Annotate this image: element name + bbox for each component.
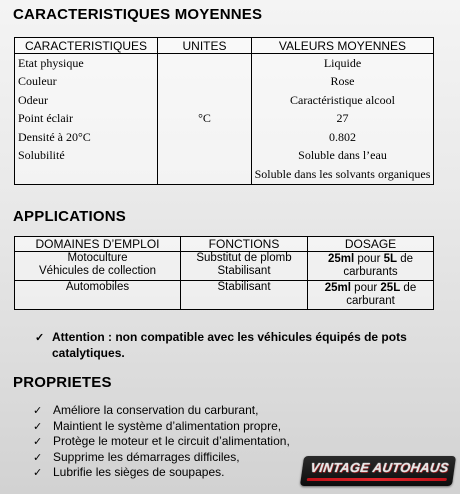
cell-value: Caractéristique alcool bbox=[252, 91, 434, 110]
logo-stripe bbox=[307, 478, 447, 481]
list-item bbox=[33, 450, 290, 466]
domain-line: Motoculture bbox=[67, 252, 128, 264]
property-text: Maintient le système d’alimentation propre, bbox=[53, 418, 282, 433]
cell-name: Densité à 20°C bbox=[15, 128, 158, 147]
applications-heading: APPLICATIONS bbox=[13, 208, 126, 225]
cell-value: 27 bbox=[252, 110, 434, 129]
dose-fuel: carburants bbox=[343, 266, 398, 278]
cell-function bbox=[181, 281, 308, 310]
list-item bbox=[33, 419, 290, 435]
check-icon: ✓ bbox=[33, 436, 43, 448]
dosage-text bbox=[308, 281, 433, 309]
dose-amount: 25ml bbox=[327, 253, 355, 265]
cell-unit: °C bbox=[158, 110, 252, 129]
col-header-dosage: DOSAGE bbox=[308, 237, 434, 252]
table-row bbox=[15, 128, 434, 147]
dose-amount: 25ml bbox=[324, 282, 351, 294]
list-item bbox=[33, 403, 290, 419]
cell-dosage bbox=[308, 252, 434, 281]
col-header-function: FONCTIONS bbox=[181, 237, 308, 252]
properties-list bbox=[33, 403, 290, 481]
attention-line: Attention : non compatible avec les véhicules équipés de pots bbox=[52, 330, 407, 344]
cell-unit bbox=[158, 165, 252, 184]
characteristics-heading: CARACTERISTIQUES MOYENNES bbox=[13, 6, 263, 23]
domain-line: Véhicules de collection bbox=[39, 265, 156, 277]
cell-unit bbox=[158, 91, 252, 110]
cell-dosage bbox=[308, 281, 434, 310]
list-item bbox=[33, 465, 290, 481]
col-header-domain: DOMAINES D’EMPLOI bbox=[15, 237, 181, 252]
check-icon: ✓ bbox=[33, 405, 43, 417]
check-icon: ✓ bbox=[35, 332, 45, 344]
cell-domain bbox=[15, 281, 181, 310]
property-text: Protège le moteur et le circuit d’alimentation, bbox=[53, 434, 290, 448]
cell-name: Odeur bbox=[15, 91, 158, 110]
table-row bbox=[15, 252, 434, 281]
table-row bbox=[15, 73, 434, 92]
property-text: Améliore la conservation du carburant, bbox=[53, 403, 259, 417]
dosage-text bbox=[308, 252, 433, 280]
col-header-value: VALEURS MOYENNES bbox=[252, 38, 434, 54]
table-row bbox=[15, 54, 434, 73]
proprietes-heading: PROPRIETES bbox=[13, 374, 112, 391]
table-row bbox=[15, 91, 434, 110]
applications-table bbox=[14, 236, 434, 310]
domain-line: Automobiles bbox=[65, 281, 130, 293]
cell-domain bbox=[15, 252, 181, 281]
logo-text: VINTAGE AUTOHAUS bbox=[309, 460, 450, 475]
function-line: Substitut de plomb bbox=[196, 252, 292, 264]
cell-name: Etat physique bbox=[15, 54, 158, 73]
attention-line: catalytiques. bbox=[52, 346, 125, 360]
dose-volume: 25L bbox=[380, 282, 401, 294]
cell-unit bbox=[158, 147, 252, 166]
property-text: Supprime les démarrages difficiles, bbox=[53, 449, 240, 464]
dose-suffix: de bbox=[397, 253, 414, 265]
cell-value: Liquide bbox=[252, 54, 434, 73]
function-line: Stabilisant bbox=[217, 281, 271, 293]
cell-name: Solubilité bbox=[15, 147, 158, 166]
cell-unit bbox=[158, 128, 252, 147]
list-item bbox=[33, 434, 290, 450]
cell-value: Soluble dans les solvants organiques bbox=[252, 165, 434, 184]
cell-name: Couleur bbox=[15, 73, 158, 92]
check-icon: ✓ bbox=[33, 467, 43, 479]
table-row bbox=[15, 165, 434, 184]
table-row bbox=[15, 281, 434, 310]
function-line: Stabilisant bbox=[217, 265, 271, 277]
table-row bbox=[15, 110, 434, 129]
vintage-autohaus-logo bbox=[300, 456, 456, 486]
property-text: Lubrifie les sièges de soupapes. bbox=[53, 465, 225, 479]
dose-connector: pour bbox=[350, 282, 381, 294]
dose-volume: 5L bbox=[383, 253, 398, 265]
cell-name: Point éclair bbox=[15, 110, 158, 129]
characteristics-table bbox=[14, 37, 434, 185]
cell-unit bbox=[158, 73, 252, 92]
table-row bbox=[15, 147, 434, 166]
cell-value: 0.802 bbox=[252, 128, 434, 147]
col-header-characteristic: CARACTERISTIQUES bbox=[15, 38, 158, 54]
check-icon: ✓ bbox=[33, 420, 43, 433]
dose-fuel: carburant bbox=[346, 295, 395, 307]
cell-value: Rose bbox=[252, 73, 434, 92]
dose-connector: pour bbox=[354, 253, 384, 265]
cell-unit bbox=[158, 54, 252, 73]
col-header-unit: UNITES bbox=[158, 38, 252, 54]
cell-function bbox=[181, 252, 308, 281]
dose-suffix: de bbox=[400, 282, 417, 294]
cell-value: Soluble dans l’eau bbox=[252, 147, 434, 166]
attention-note bbox=[35, 329, 450, 361]
check-icon: ✓ bbox=[33, 451, 43, 464]
cell-name bbox=[15, 165, 158, 184]
